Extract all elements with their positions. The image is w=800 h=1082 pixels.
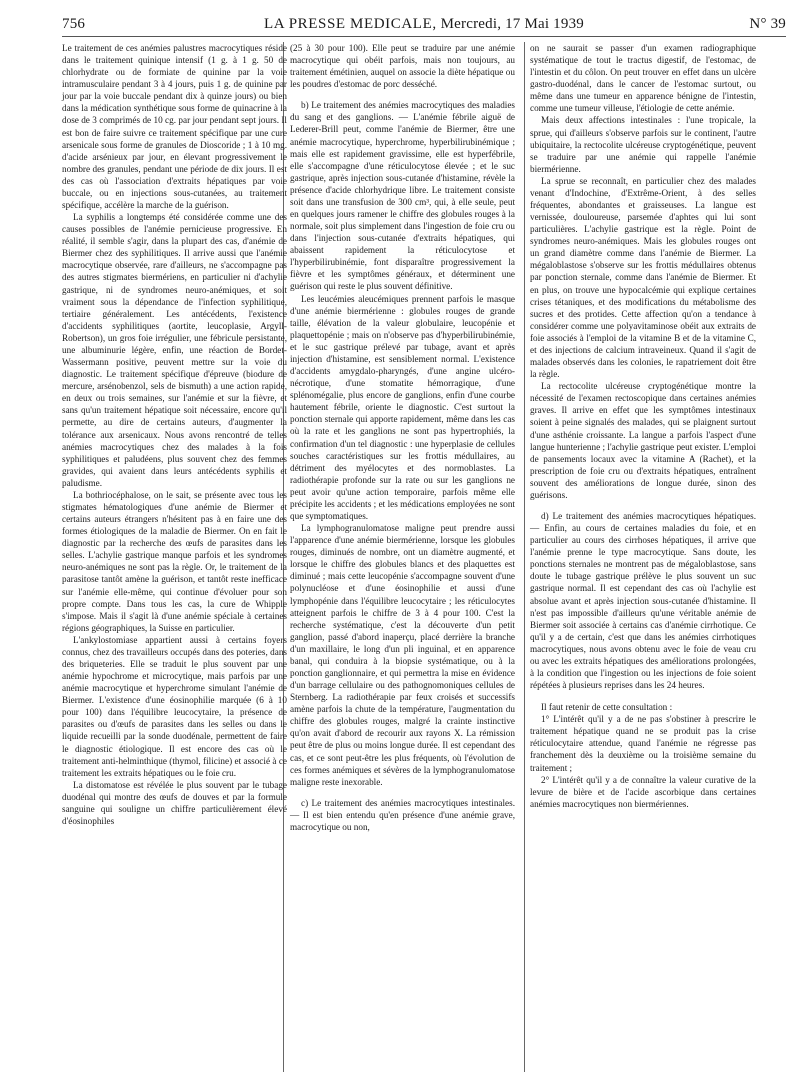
paragraph: Les leucémies aleucémiques prennent parfois le masque d'une anémie biermérienne : globules rouges de grande taille, élévation de la valeur globulaire, leucopénie et plaquettopénie ; mais on n'observe pas d'hyperbilirubinémie, et le suc gastrique prélevé par tubage, avant et après injection d'histamine, est sensiblement normal. L'existence d'accidents amygdalo-pharyngés, d'une angine ulcéro-nécrotique, d'une stomatite hémorragique, d'une splénomégalie, plus encore de ganglions, enfin d'une courbe hautement fébrile, oriente le diagnostic. C'est surtout la ponction sternale qui apporte rapidement, même dans les cas où la rate et les ganglions ne sont pas hypertrophiés, la confirmation d'un tel diagnostic : une hyperplasie de cellules souches caractéristiques sur les frottis médullaires, au détriment des myélocytes et des normoblastes. La radiothérapie profonde sur la rate ou sur les ganglions ne peut avoir qu'une action temporaire, parfois même elle précipite les accidents ; et les médications employées ne sont que symptomatiques.: [290, 293, 515, 521]
column-divider: [524, 42, 525, 1072]
paragraph: La bothriocéphalose, on le sait, se présente avec tous les stigmates hématologiques d'une anémie de Biermer et certains auteurs étrangers n'hésitent pas à en faire une des formes étiologiques de la maladie de Biermer. On en fait le diagnostic par la recherche des œufs de parasites dans les selles. L'achylie gastrique manque parfois et les syndromes neuro-anémiques ne sont pas la règle. Or, le traitement de la parasitose tantôt amène la guérison, et tantôt reste inefficace sur l'anémie elle-même, qui continue d'évoluer pour son propre compte. Dans tous les cas, la cure de Whipple s'impose. Mais il s'agit là d'une anémie spéciale à certaines régions géographiques, la Suisse en particulier.: [62, 489, 287, 633]
paragraph: La distomatose est révélée le plus souvent par le tubage duodénal qui montre des œufs de douves et par la formule sanguine qui souligne un chiffre particulièrement élevé d'éosinophiles: [62, 779, 287, 826]
text-column-3: [530, 42, 756, 810]
header-rule: [62, 36, 786, 37]
conclusion-item: 1° L'intérêt qu'il y a de ne pas s'obstiner à prescrire le traitement hépatique quand ne se produit pas la crise réticulocytaire attendue, quand l'anémie ne régresse pas franchement dès la deuxième ou la troisième semaine du traitement ;: [530, 714, 756, 773]
paragraph: on ne saurait se passer d'un examen radiographique systématique de tout le tractus digestif, de l'estomac, de l'intestin et du côlon. On peut trouver en effet dans un ulcère gastro-duodénal, dans le cancer de l'estomac surtout, ou même dans une tumeur en apparence bénigne de l'intestin, comme une tumeur villeuse, l'étiologie de cette anémie.: [530, 43, 756, 114]
journal-title: [62, 16, 786, 33]
issue-number: N° 39: [749, 16, 786, 32]
issue-date: Mercredi, 17 Mai 1939: [440, 16, 584, 32]
paragraph: Mais deux affections intestinales : l'une tropicale, la sprue, qui d'ailleurs s'observe parfois sur le continent, l'autre ubiquitaire, la rectocolite ulcéreuse cryptogénétique, peuvent se traduire par une anémie qui rappelle l'anémie biermérienne.: [530, 115, 756, 174]
paragraph: La syphilis a longtemps été considérée comme une des causes possibles de l'anémie pernicieuse progressive. En réalité, il semble s'agir, dans la plupart des cas, d'anémie de Biermer chez des syphilitiques. Il arrive aussi que l'anémie macrocytique observée, rare d'ailleurs, ne s'accompagne pas des autres stigmates biermériens, en particulier ni d'achylie gastrique, ni de syndromes neuro-anémiques, et soit vraiment sous la dépendance de l'infection syphilitique, tertiaire généralement. Les antécédents, l'existence d'accidents syphilitiques (aortite, leucoplasie, Argyll-Robertson), un gros foie irrégulier, une fébricule persistante, une albuminurie légère, enfin, une réaction de Bordet-Wassermann positive, peuvent mettre sur la voie du diagnostic. Le traitement spécifique d'épreuve (biodure de mercure, arsénobenzol, sels de bismuth) a une action rapide, en deux ou trois semaines, sur l'anémie et sur la fièvre, et sans qu'un traitement hépatique soit nécessaire, encore qu'il permette, au dire de certains auteurs, d'augmenter la tolérance aux arsenicaux. Nous avons rencontré de telles anémies macrocytiques chez des malades à la fois syphilitiques et paludéens, plus souvent chez des femmes gravides, qui avaient dans leurs antécédents syphilis et paludisme.: [62, 212, 287, 488]
paragraph: Le traitement de ces anémies palustres macrocytiques réside dans le traitement quinique intensif (1 g. à 1 g. 50 de chlorhydrate ou de formiate de quinine par la voie intramusculaire pendant 3 à 4 jours, puis 1 g. de quinine par jour par la voie buccale pendant dix à quinze jours) ou bien dans la médication synthétique sous forme de quinacrine à la dose de 3 comprimés de 10 cg. par jour pendant sept jours. Il est bon de faire suivre ce traitement spécifique par une cure arsenicale sous forme de granules de Dioscoride ; 1 à 10 mg. d'acide arsénieux par jour, en élevant progressivement le nombre des granules, pendant une période de dix jours. Il est des cas où l'association d'extraits hépatiques par voie buccale, ou en injections sous-cutanées, au traitement spécifique, accélère la marche de la guérison.: [62, 43, 287, 211]
publication-name: LA PRESSE MEDICALE,: [264, 16, 437, 32]
paragraph: L'ankylostomiase appartient aussi à certains foyers connus, chez des travailleurs occupés dans des poteries, dans des briqueteries. Elle se traduit le plus souvent par une anémie hypochrome et microcytique, mais parfois par une anémie macrocytique et hyperchrome simulant l'anémie de Biermer. L'existence d'une éosinophilie marquée (6 à 10 pour 100) dans l'équilibre leucocytaire, la présence de parasites ou d'œufs de parasites dans les selles ou dans le liquide recueilli par la sonde duodénale, permettent de faire le diagnostic étiologique. Il est encore des cas où le traitement anti-helminthique (thymol, filicine) et associé à ce traitement les extraits hépatiques ou le foie cru.: [62, 634, 287, 778]
conclusion-item: 2° L'intérêt qu'il y a de connaître la valeur curative de la levure de bière et de l'acide ascorbique dans certaines anémies macrocytiques non biermériennes.: [530, 774, 756, 809]
paragraph: La rectocolite ulcéreuse cryptogénétique montre la nécessité de l'examen rectoscopique dans certaines anémies graves. Il arrive en effet que les symptômes intestinaux soient à peine signalés des malades, qui se plaignent surtout d'une asthénie croissante. La langue a parfois l'aspect d'une langue hunterienne ; l'achylie gastrique peut exister. L'emploi de pansements locaux avec la vitamine A (Rachet), et la prescription de foie cru ou d'extraits hépatiques, entraînent souvent des améliorations de longue durée, sinon des guérisons.: [530, 381, 756, 500]
paragraph: (25 à 30 pour 100). Elle peut se traduire par une anémie macrocytique qui obéit parfois, mais non toujours, au traitement émétinien, auquel on associe la diète hépatique ou les poudres d'estomac de porc desséché.: [290, 43, 515, 90]
conclusion-intro: Il faut retenir de cette consultation :: [541, 702, 673, 713]
section-heading-paragraph: c) Le traitement des anémies macrocytiques intestinales. — Il est bien entendu qu'en présence d'une anémie grave, macrocytique ou non,: [290, 797, 515, 832]
paragraph: La lymphogranulomatose maligne peut prendre aussi l'apparence d'une anémie biermérienne, lorsque les globules rouges, diminués de nombre, ont un diamètre augmenté, et lorsque le chiffre des globules blancs et des plaquettes est diminué ; mais cette leucopénie s'accompagne souvent d'une polynucléose et d'une éosinophilie et aussi d'une lymphopénie dans l'équilibre leucocytaire ; les réticulocytes atteignent parfois le chiffre de 3 à 4 pour 100. C'est la recherche systématique, c'est la découverte d'un petit ganglion, passé d'abord inaperçu, placé derrière la branche d'un maxillaire, le long d'un pli inguinal, et en apparence banal, qui conduira à la biopsie systématique, ou à la ponction ganglionnaire, et qui permettra la mise en évidence d'un barrage cellulaire ou des pathognomoniques cellules de Sternberg. La radiothérapie par feux croisés et successifs amène parfois la chute de la température, l'augmentation du chiffre des globules rouges, malgré la crainte instinctive qu'on avait d'abord de recourir aux rayons X. La rémission peut être de plus ou moins longue durée. Il est cependant des cas, et ce sont peut-être les plus fréquents, où l'évolution de ces formes anémiques et sévères de la lymphogranulomatose maligne reste inexorable.: [290, 523, 515, 787]
text-column-1: [62, 42, 287, 827]
section-heading-paragraph: d) Le traitement des anémies macrocytiques hépatiques. — Enfin, au cours de certaines maladies du foie, et en particulier au cours des cirrhoses hépatiques, il arrive que l'anémie prenne le type macrocytique. Sans doute, les ponctions sternales ne montrent pas de mégaloblastose, sans doute le tubage gastrique prélève le plus souvent un suc gastrique normal. Il est cependant des cas où l'achylie est absolue avant et après injection sous-cutanée d'histamine. Il n'est pas impossible d'ailleurs qu'une véritable anémie de Biermer soit associée à certains cas d'anémie cirrhotique. Ce qu'il y a de certain, c'est que dans les anémies cirrhotiques macrocytiques, nous avons obtenu avec le foie de veau cru ou avec les extraits hépatiques des améliorations prolongées, à la condition que l'ingestion ou les injections de foie soient répétées à plusieurs reprises dans les 24 heures.: [530, 510, 756, 691]
page-number: 756: [62, 16, 86, 32]
paragraph: La sprue se reconnaît, en particulier chez des malades venant d'Indochine, d'Extrême-Orient, à des selles fréquentes, abondantes et graisseuses. La langue est vernissée, douloureuse, parsemée d'aphtes qui lui sont particulières. L'achylie gastrique est la règle. Point de syndromes neuro-anémiques. Mais les globules rouges ont un grand diamètre comme dans l'anémie de Biermer. La mégaloblastose s'observe sur les frottis médullaires obtenus par ponction sternale, comme dans l'anémie de Biermer. Et en plus, on trouve une hypocalcémie qui explique certaines crises tétaniques, et des modifications du métabolisme des sucres et des protides. Cette affection qu'on a tendance à considérer comme une polyavitaminose obéit aux extraits de foie associés à l'emploi de la vitamine B et de la vitamine C, et des injections de calcium intraveineux. Quand il s'agit de malades observés dans les colonies, le rapatriement doit être la règle.: [530, 175, 756, 380]
text-column-2: [290, 42, 515, 833]
running-header: [62, 12, 786, 34]
section-heading-paragraph: b) Le traitement des anémies macrocytiques des maladies du sang et des ganglions. — L'anémie fébrile aiguë de Lederer-Brill peut, comme l'anémie de Biermer, être une anémie macrocytique, hyperchrome, hyperbilirubinémique ; mais elle est rapidement gravissime, elle est hyperfébrile, elle s'accompagne d'une réticulocytose élevée ; et le suc gastrique, après injection sous-cutanée d'histamine, révèle la présence d'acide chlorhydrique libre. Le traitement consiste soit dans une transfusion de 300 cm³, qui, à elle seule, peut en quelques jours ramener le chiffre des globules rouges à la normale, soit plus simplement dans l'ingestion de foie cru ou dans l'injection sous-cutanée d'extraits hépatiques, qui abaissent rapidement la réticulocytose et l'hyperbilirubinémie, font disparaître progressivement la fièvre et les symptômes généraux, et déterminent une guérison qui reste le plus souvent définitive.: [290, 100, 515, 292]
